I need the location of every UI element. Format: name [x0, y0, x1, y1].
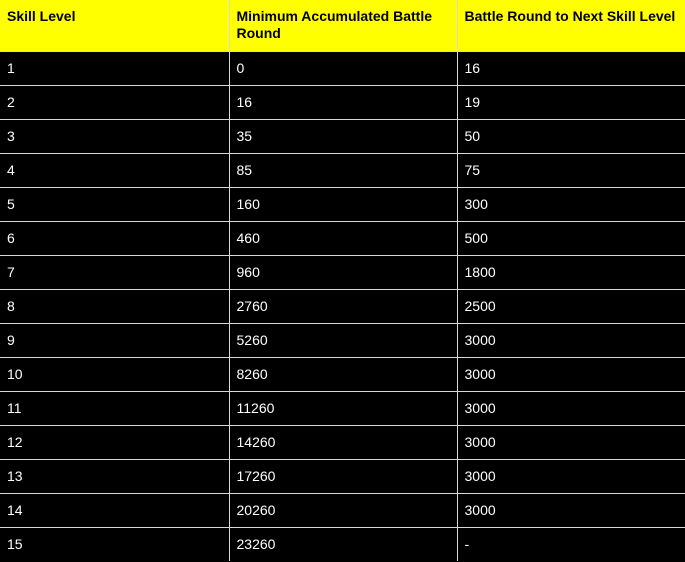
table-row — [0, 459, 685, 493]
battle-round-to-next-skill-level-cell: 3000 — [457, 459, 685, 493]
minimum-accumulated-battle-round-cell: 14260 — [229, 425, 457, 459]
minimum-accumulated-battle-round-cell: 960 — [229, 255, 457, 289]
minimum-accumulated-battle-round-cell: 5260 — [229, 323, 457, 357]
table-row — [0, 425, 685, 459]
table-row — [0, 527, 685, 561]
skill-level-cell: 13 — [0, 459, 229, 493]
table-row — [0, 119, 685, 153]
battle-round-to-next-skill-level-cell: 3000 — [457, 357, 685, 391]
table-row — [0, 153, 685, 187]
minimum-accumulated-battle-round-cell: 0 — [229, 51, 457, 85]
battle-round-to-next-skill-level-cell: 50 — [457, 119, 685, 153]
skill-level-cell: 2 — [0, 85, 229, 119]
minimum-accumulated-battle-round-cell: 85 — [229, 153, 457, 187]
minimum-accumulated-battle-round-cell: 23260 — [229, 527, 457, 561]
table-row — [0, 187, 685, 221]
skill-level-cell: 4 — [0, 153, 229, 187]
minimum-accumulated-battle-round-cell: 160 — [229, 187, 457, 221]
table-row — [0, 51, 685, 85]
minimum-accumulated-battle-round-cell: 8260 — [229, 357, 457, 391]
battle-round-to-next-skill-level-cell: 3000 — [457, 323, 685, 357]
battle-round-to-next-skill-level-cell: - — [457, 527, 685, 561]
table-body — [0, 51, 685, 561]
battle-round-to-next-skill-level-cell: 3000 — [457, 493, 685, 527]
minimum-accumulated-battle-round-cell: 460 — [229, 221, 457, 255]
battle-round-to-next-skill-level-cell: 500 — [457, 221, 685, 255]
battle-round-to-next-skill-level-cell: 75 — [457, 153, 685, 187]
table-row — [0, 85, 685, 119]
battle-round-to-next-skill-level-cell: 2500 — [457, 289, 685, 323]
table-row — [0, 289, 685, 323]
minimum-accumulated-battle-round-cell: 16 — [229, 85, 457, 119]
header-row — [0, 0, 685, 51]
skill-level-cell: 12 — [0, 425, 229, 459]
skill-level-cell: 9 — [0, 323, 229, 357]
minimum-accumulated-battle-round-cell: 20260 — [229, 493, 457, 527]
table-row — [0, 221, 685, 255]
skill-level-cell: 7 — [0, 255, 229, 289]
battle-round-to-next-skill-level-cell: 3000 — [457, 425, 685, 459]
table-row — [0, 255, 685, 289]
minimum-accumulated-battle-round-cell: 35 — [229, 119, 457, 153]
header-battle-round-to-next-skill-level: Battle Round to Next Skill Level — [457, 0, 685, 51]
table-row — [0, 357, 685, 391]
skill-level-cell: 10 — [0, 357, 229, 391]
table-row — [0, 391, 685, 425]
skill-level-cell: 3 — [0, 119, 229, 153]
header-minimum-accumulated-battle-round: Minimum Accumulated Battle Round — [229, 0, 457, 51]
battle-round-to-next-skill-level-cell: 16 — [457, 51, 685, 85]
skill-level-cell: 11 — [0, 391, 229, 425]
skill-level-cell: 1 — [0, 51, 229, 85]
minimum-accumulated-battle-round-cell: 2760 — [229, 289, 457, 323]
skill-level-cell: 8 — [0, 289, 229, 323]
battle-round-to-next-skill-level-cell: 1800 — [457, 255, 685, 289]
minimum-accumulated-battle-round-cell: 17260 — [229, 459, 457, 493]
table-row — [0, 323, 685, 357]
minimum-accumulated-battle-round-cell: 11260 — [229, 391, 457, 425]
table-header — [0, 0, 685, 51]
skill-level-cell: 14 — [0, 493, 229, 527]
skill-level-cell: 6 — [0, 221, 229, 255]
battle-round-to-next-skill-level-cell: 300 — [457, 187, 685, 221]
skill-level-cell: 15 — [0, 527, 229, 561]
battle-round-to-next-skill-level-cell: 3000 — [457, 391, 685, 425]
table-row — [0, 493, 685, 527]
skill-level-cell: 5 — [0, 187, 229, 221]
battle-round-to-next-skill-level-cell: 19 — [457, 85, 685, 119]
header-skill-level: Skill Level — [0, 0, 229, 51]
